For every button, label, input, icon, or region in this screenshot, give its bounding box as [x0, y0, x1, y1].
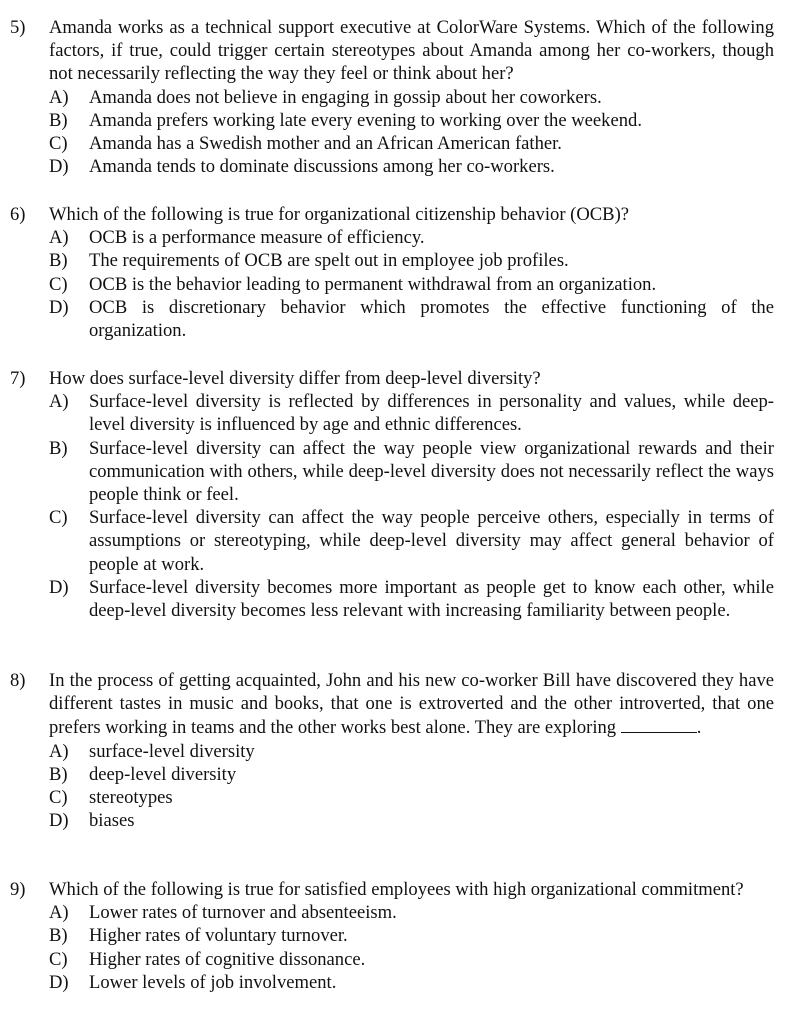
option-letter: D): [49, 156, 69, 178]
option-c: [10, 132, 774, 155]
question-8: [10, 669, 774, 832]
question-text: Amanda works as a technical support executive at ColorWare Systems. Which of the following factors, if true, could trigger certain stereotypes about Amanda among her co-workers, though not necessarily reflecting the way they feel or think about her?: [49, 17, 774, 85]
option-a: [10, 390, 774, 436]
option-letter: A): [49, 391, 69, 413]
question-stem: [10, 367, 774, 390]
question-text: In the process of getting acquainted, John and his new co-worker Bill have discovered they have different tastes in music and books, that one is extroverted and the other introverted, that one prefers working in teams and the other works best alone. They are exploring: [49, 670, 774, 739]
question-number: 8): [10, 670, 26, 691]
question-number: 5): [10, 17, 26, 38]
question-stem: [10, 203, 774, 226]
question-stem: [10, 669, 774, 740]
option-a: [10, 86, 774, 109]
option-text: Higher rates of voluntary turnover.: [89, 925, 348, 947]
option-letter: C): [49, 133, 68, 155]
question-number: 7): [10, 368, 26, 389]
option-list: [10, 901, 774, 994]
option-b: [10, 249, 774, 272]
option-list: [10, 740, 774, 833]
option-letter: D): [49, 810, 69, 832]
option-d: [10, 155, 774, 178]
option-c: [10, 786, 774, 809]
option-letter: A): [49, 902, 69, 924]
question-text: Which of the following is true for organizational citizenship behavior (OCB)?: [49, 204, 630, 225]
option-letter: B): [49, 437, 68, 459]
option-a: [10, 901, 774, 924]
option-b: [10, 924, 774, 947]
option-letter: C): [49, 948, 68, 970]
option-c: [10, 948, 774, 971]
option-text: OCB is discretionary behavior which promotes the effective functioning of the organization.: [89, 296, 774, 342]
option-letter: C): [49, 507, 68, 529]
question-text: How does surface-level diversity differ from deep-level diversity?: [49, 368, 541, 389]
question-9: [10, 878, 774, 994]
option-text: deep-level diversity: [89, 763, 237, 785]
option-text: biases: [89, 810, 135, 832]
option-letter: A): [49, 227, 69, 249]
question-number: 6): [10, 204, 26, 225]
option-text: Surface-level diversity is reflected by differences in personality and values, while deep-level diversity is influenced by age and ethnic differences.: [89, 391, 774, 436]
question-stem: [10, 16, 774, 86]
option-letter: C): [49, 787, 68, 809]
question-text-end: .: [696, 717, 702, 739]
option-d: [10, 809, 774, 832]
option-c: [10, 506, 774, 576]
option-text: OCB is a performance measure of efficiency.: [89, 227, 425, 249]
answer-blank: [621, 715, 697, 733]
option-letter: D): [49, 296, 69, 318]
option-text: stereotypes: [89, 787, 173, 809]
question-5: [10, 16, 774, 178]
option-letter: D): [49, 576, 69, 598]
option-text: Higher rates of cognitive dissonance.: [89, 948, 366, 970]
question-number: 9): [10, 879, 26, 900]
option-list: [10, 86, 774, 179]
option-d: [10, 576, 774, 622]
option-letter: B): [49, 925, 68, 947]
question-text: Which of the following is true for satisfied employees with high organizational commitment?: [49, 879, 744, 900]
option-d: [10, 971, 774, 994]
option-d: [10, 296, 774, 342]
option-list: [10, 226, 774, 342]
option-text: Lower rates of turnover and absenteeism.: [89, 902, 397, 924]
option-list: [10, 390, 774, 622]
option-text: Amanda has a Swedish mother and an African American father.: [89, 133, 562, 155]
option-letter: B): [49, 763, 68, 785]
option-a: [10, 740, 774, 763]
option-text: Amanda does not believe in engaging in gossip about her coworkers.: [89, 86, 602, 108]
option-a: [10, 226, 774, 249]
option-text: Surface-level diversity can affect the way people perceive others, especially in terms of assumptions or stereotyping, while deep-level diversity may affect general behavior of people at work.: [89, 507, 774, 575]
option-letter: C): [49, 273, 68, 295]
option-letter: A): [49, 740, 69, 762]
question-6: [10, 203, 774, 342]
option-text: Amanda tends to dominate discussions among her co-workers.: [89, 156, 555, 178]
option-letter: B): [49, 109, 68, 131]
option-text: Surface-level diversity becomes more important as people get to know each other, while deep-level diversity becomes less relevant with increasing familiarity between people.: [89, 576, 774, 622]
option-letter: A): [49, 86, 69, 108]
option-text: OCB is the behavior leading to permanent withdrawal from an organization.: [89, 273, 657, 295]
question-7: [10, 367, 774, 622]
option-letter: B): [49, 250, 68, 272]
question-stem: [10, 878, 774, 901]
option-b: [10, 763, 774, 786]
option-letter: D): [49, 971, 69, 993]
option-text: Surface-level diversity can affect the way people view organizational rewards and their communication with others, while deep-level diversity does not necessarily reflect the ways people think or feel.: [89, 437, 774, 506]
option-text: surface-level diversity: [89, 740, 255, 762]
option-c: [10, 273, 774, 296]
option-text: Lower levels of job involvement.: [89, 971, 337, 993]
option-b: [10, 437, 774, 507]
option-text: The requirements of OCB are spelt out in employee job profiles.: [89, 250, 569, 272]
option-text: Amanda prefers working late every evening to working over the weekend.: [89, 109, 642, 131]
option-b: [10, 109, 774, 132]
